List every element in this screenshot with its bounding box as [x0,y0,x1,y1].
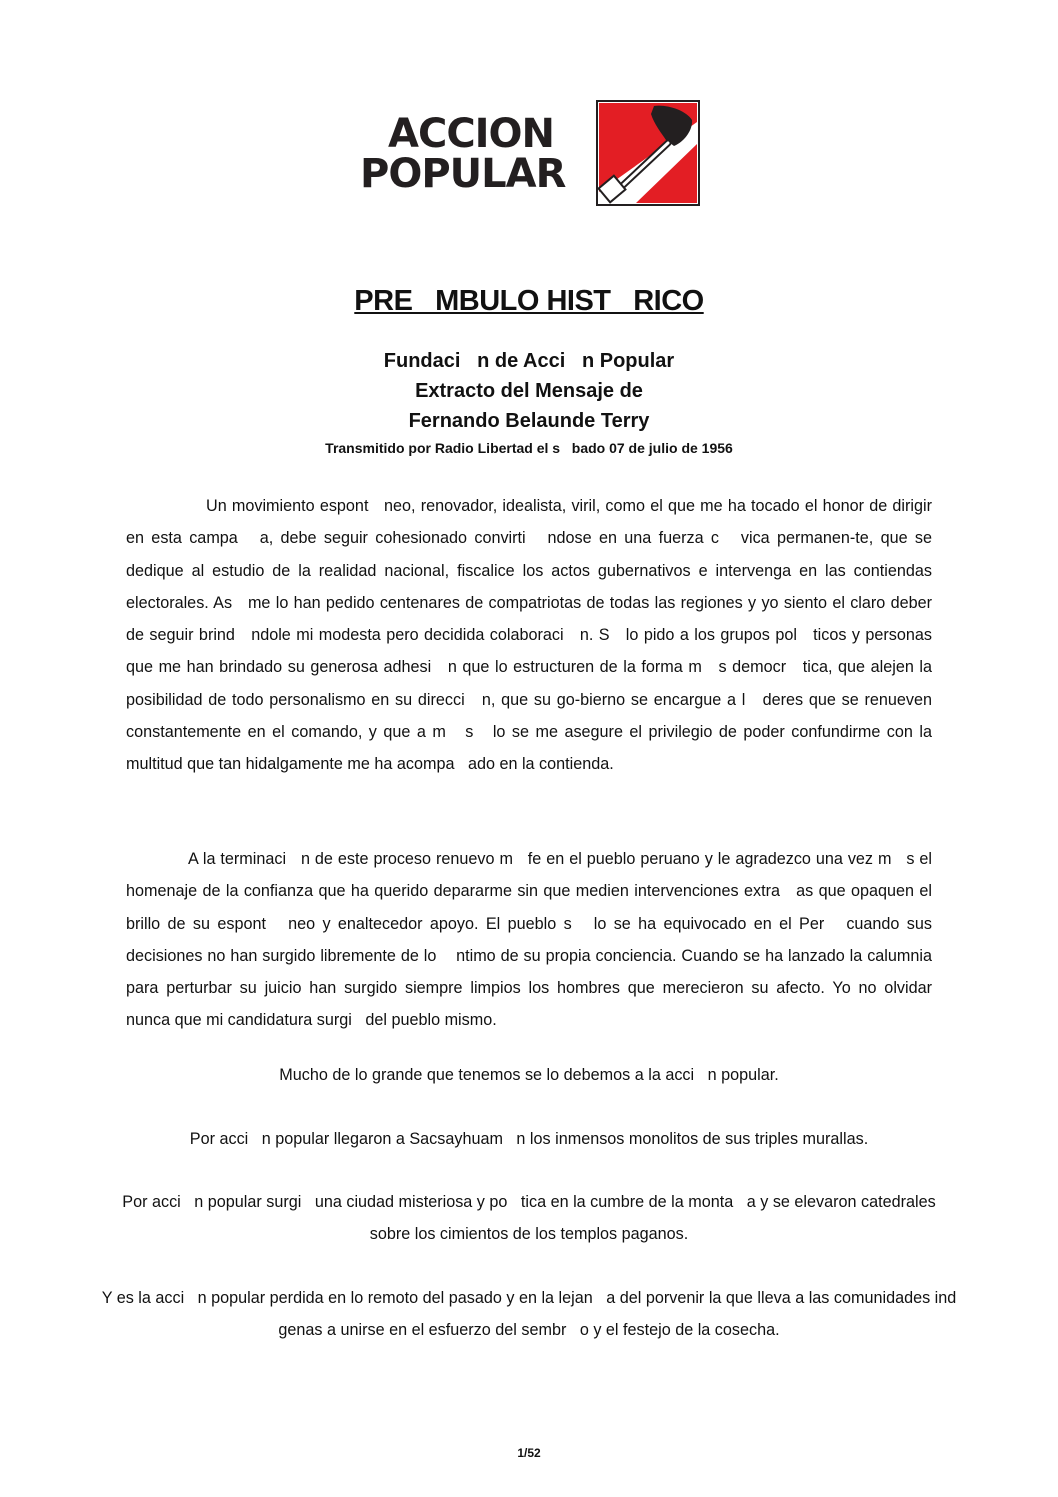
paragraph-1: Un movimiento espont neo, renovador, idealista, viril, como el que me ha tocado el honor de dirigir en esta campa a, debe seguir cohesionado convirti ndose en una fuerza c vica permanen-te, que se dedique al estudio de la realidad nacional, fiscalice los actos gubernativos e intervenga en las contiendas electorales. As me lo han pedido centenares de compatriotas de todas las regiones y yo siento el claro deber de seguir brind ndole mi modesta pero decidida colaboraci n. S lo pido a los grupos pol ticos y personas que me han brindado su generosa adhesi n que lo estructuren de la forma m s democr tica, que alejen la posibilidad de todo personalismo en su direcci n, que su go-bierno se encargue a l deres que se renueven constantemente en el comando, y que a m s lo se me asegure el privilegio de poder confundirme con la multitud que tan hidalgamente me ha acompa ado en la contienda. [126,497,937,774]
broadcast-note: Transmitido por Radio Libertad el s bado 07 de julio de 1956 [325,440,733,456]
party-logo [360,100,700,208]
logo-wordmark [360,111,566,197]
centered-line-3: Por acci n popular surgi una ciudad misteriosa y po tica en la cumbre de la monta a y se elevaron catedrales sobre los cimientos de los templos paganos. [122,1193,941,1244]
logo-line-2: POPULAR [360,151,566,197]
shovel-icon [596,100,700,206]
subtitle-line-2: Extracto del Mensaje de [415,380,643,402]
subtitle-line-1: Fundaci n de Acci n Popular [383,350,675,372]
page-number: 1/52 [517,1446,541,1460]
logo-line-1: ACCION [388,111,555,157]
centered-line-2: Por acci n popular llegaron a Sacsayhuam n los inmensos monolitos de sus triples murallas. [189,1130,869,1148]
centered-line-1: Mucho de lo grande que tenemos se lo debemos a la acci n popular. [279,1066,779,1084]
subtitle-line-3: Fernando Belaunde Terry [408,410,650,432]
paragraph-2: A la terminaci n de este proceso renuevo m fe en el pueblo peruano y le agradezco una vez m s el homenaje de la confianza que ha querido depararme sin que medien intervenciones extra as que opaquen el brillo de su espont neo y enaltecedor apoyo. El pueblo s lo se ha equivocado en el Per cuando sus decisiones no han surgido libremente de lo ntimo de su propia conciencia. Cuando se ha lanzado la calumnia para perturbar su juicio han surgido siempre limpios los hombres que merecieron su afecto. Yo no olvidar nunca que mi candidatura surgi del pueblo mismo. [126,850,946,1030]
centered-line-4: Y es la acci n popular perdida en lo remoto del pasado y en la lejan a del porvenir la que lleva a las comunidades ind genas a unirse en el esfuerzo del sembr o y el festejo de la cosecha. [101,1289,970,1340]
page-title: PRE MBULO HIST RICO [354,285,704,317]
